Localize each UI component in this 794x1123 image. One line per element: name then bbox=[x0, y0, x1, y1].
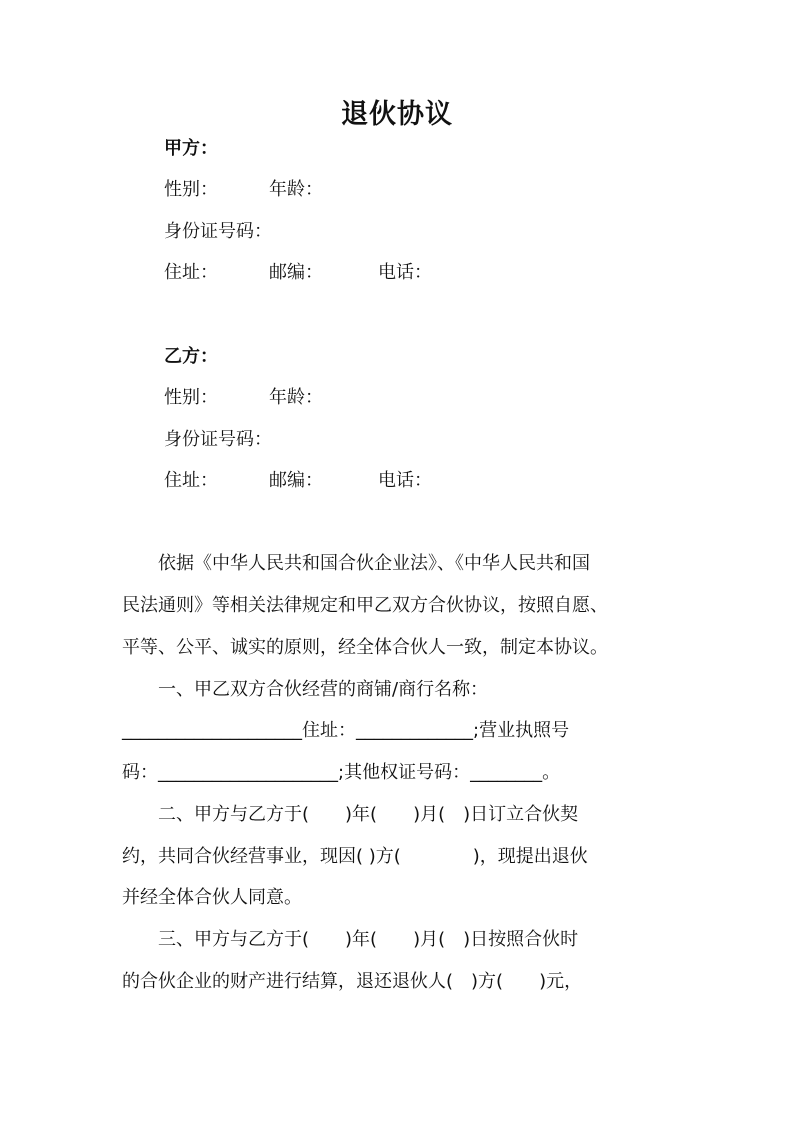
party-b-address-label: 住址： bbox=[164, 470, 218, 491]
party-b-postcode-label: 邮编： bbox=[269, 470, 323, 491]
clause2-line-3: 并经全体合伙人同意。 bbox=[122, 887, 302, 908]
party-a-heading: 甲方： bbox=[164, 138, 218, 159]
clause1-line-3: 码：____________________;其他权证号码：________。 bbox=[122, 762, 561, 783]
party-b-heading: 乙方： bbox=[164, 346, 218, 367]
intro-line-3: 平等、公平、诚实的原则，经全体合伙人一致，制定本协议。 bbox=[122, 637, 608, 658]
party-b-phone-label: 电话： bbox=[378, 470, 432, 491]
clause3-line-1: 三、甲方与乙方于( )年( )月( )日按照合伙时 bbox=[122, 929, 579, 950]
document-title: 退伙协议 bbox=[341, 99, 453, 130]
clause3-line-2: 的合伙企业的财产进行结算，退还退伙人( )方( )元， bbox=[122, 971, 583, 992]
party-a-age-label: 年龄： bbox=[269, 179, 323, 200]
party-a-address-row bbox=[164, 261, 564, 285]
party-b-gender-label: 性别： bbox=[164, 387, 218, 408]
clause1-line-1: 一、甲乙双方合伙经营的商铺/商行名称： bbox=[122, 679, 489, 700]
party-a-id-label: 身份证号码： bbox=[164, 221, 272, 242]
party-a-phone-label: 电话： bbox=[378, 262, 432, 283]
intro-line-2: 民法通则》等相关法律规定和甲乙双方合伙协议，按照自愿、 bbox=[122, 595, 608, 616]
party-a-gender-age-row bbox=[164, 178, 564, 202]
clause2-line-2: 约，共同合伙经营事业，现因( )方( )，现提出退伙 bbox=[122, 846, 588, 867]
party-b-id-label: 身份证号码： bbox=[164, 429, 272, 450]
party-b-address-row bbox=[164, 469, 564, 493]
party-a-address-label: 住址： bbox=[164, 262, 218, 283]
party-a-postcode-label: 邮编： bbox=[269, 262, 323, 283]
intro-line-1: 依据《中华人民共和国合伙企业法》、《中华人民共和国 bbox=[122, 553, 590, 574]
clause1-line-2: ____________________住址：_____________;营业执照号 bbox=[122, 720, 570, 741]
clause2-line-1: 二、甲方与乙方于( )年( )月( )日订立合伙契 bbox=[122, 804, 579, 825]
party-b-gender-age-row bbox=[164, 386, 564, 410]
party-b-age-label: 年龄： bbox=[269, 387, 323, 408]
party-a-gender-label: 性别： bbox=[164, 179, 218, 200]
